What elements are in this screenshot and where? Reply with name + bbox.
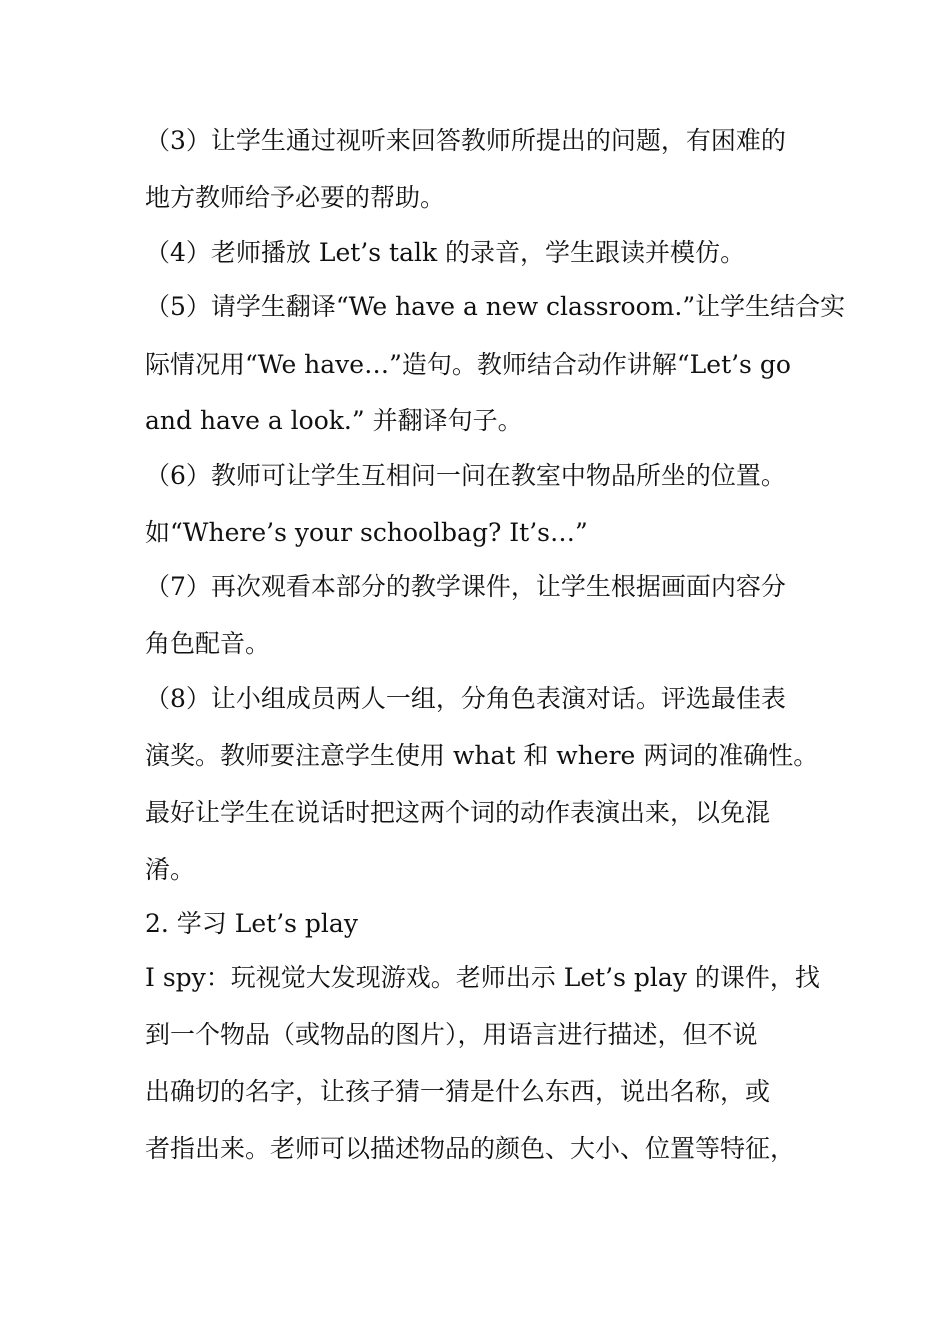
paragraph-line: 最好让学生在说话时把这两个词的动作表演出来，以免混	[145, 798, 771, 827]
paragraph-line: （7）再次观看本部分的教学课件，让学生根据画面内容分	[145, 572, 786, 601]
paragraph-line: 际情况用“We have…”造句。教师结合动作讲解“Let’s go	[145, 350, 791, 379]
paragraph-line: （8）让小组成员两人一组，分角色表演对话。评选最佳表	[145, 684, 786, 713]
paragraph-line: （6）教师可让学生互相问一问在教室中物品所坐的位置。	[145, 461, 786, 490]
paragraph-line: I spy：玩视觉大发现游戏。老师出示 Let’s play 的课件，找	[145, 963, 820, 992]
paragraph-line: 如“Where’s your schoolbag? It’s…”	[145, 518, 588, 547]
paragraph-line: （3）让学生通过视听来回答教师所提出的问题，有困难的	[145, 126, 786, 155]
paragraph-line: 角色配音。	[145, 629, 271, 658]
paragraph-line: （4）老师播放 Let’s talk 的录音，学生跟读并模仿。	[145, 238, 746, 267]
paragraph-line: 到一个物品（或物品的图片），用语言进行描述，但不说	[145, 1020, 758, 1049]
paragraph-line: （5）请学生翻译“We have a new classroom.”让学生结合实	[145, 292, 846, 321]
paragraph-line: 演奖。教师要注意学生使用 what 和 where 两词的准确性。	[145, 741, 819, 770]
paragraph-line: 地方教师给予必要的帮助。	[145, 183, 446, 212]
paragraph-line: and have a look.” 并翻译句子。	[145, 406, 523, 435]
paragraph-line: 者指出来。老师可以描述物品的颜色、大小、位置等特征，	[145, 1134, 796, 1163]
section-heading: 2. 学习 Let’s play	[145, 909, 358, 938]
paragraph-line: 出确切的名字，让孩子猜一猜是什么东西，说出名称，或	[145, 1077, 771, 1106]
paragraph-line: 淆。	[145, 855, 196, 884]
